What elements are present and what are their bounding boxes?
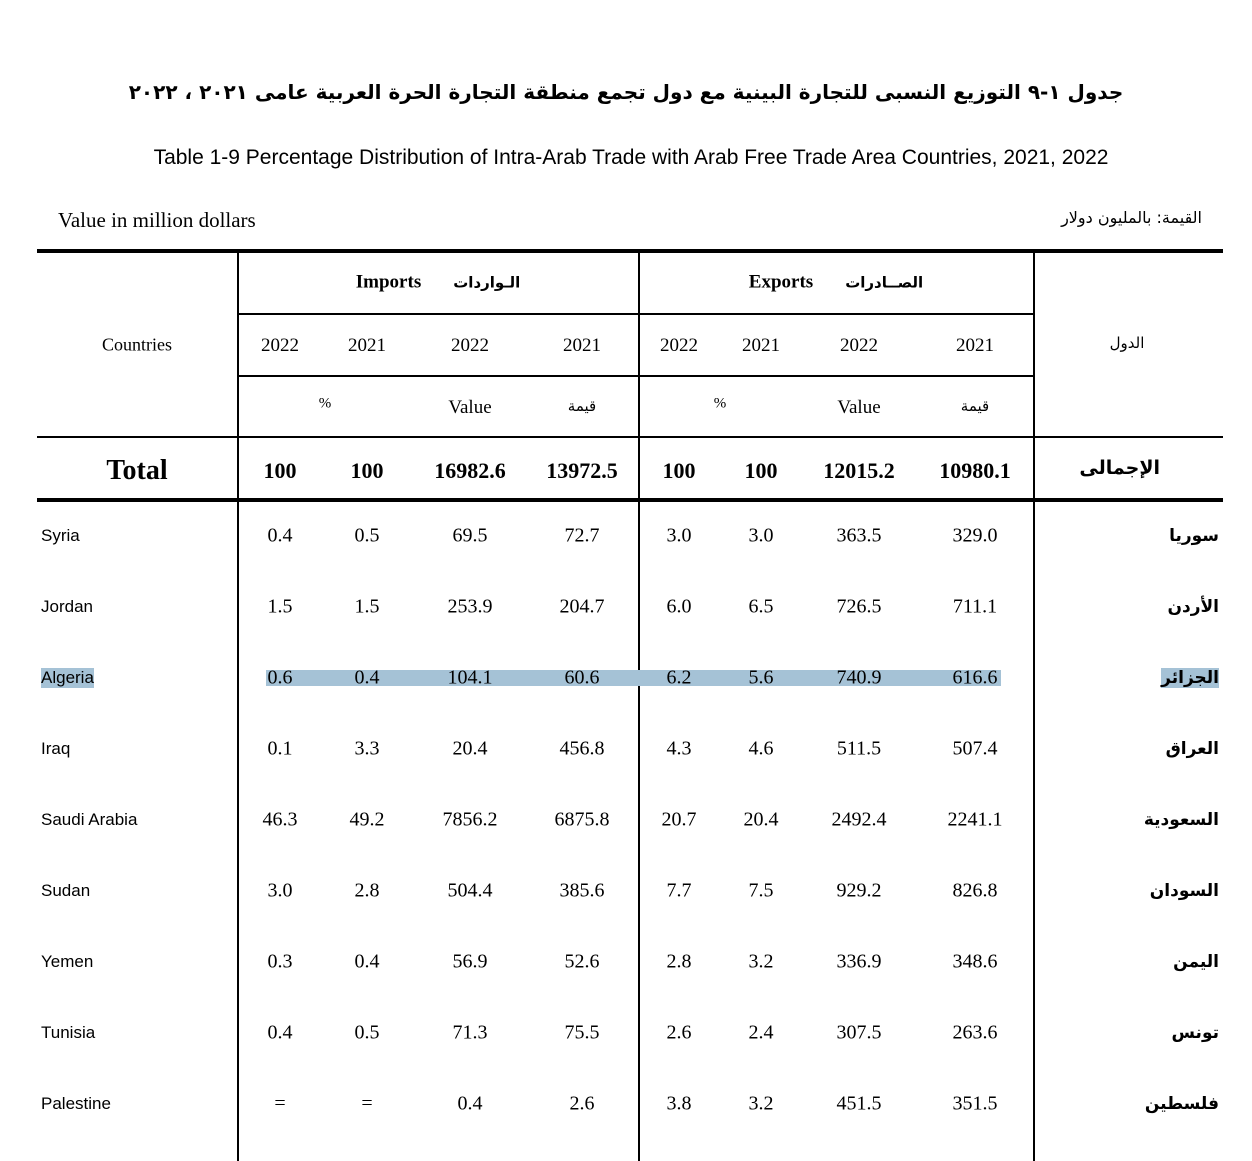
unit-note-arabic: القيمة: بالمليون دولار: [1061, 208, 1202, 227]
exports-pct-2021: 4.6: [748, 737, 774, 760]
exports-group-header: [749, 271, 923, 294]
country-name-ar: الأردن: [1167, 597, 1219, 617]
total-imports-val-2022: 16982.6: [434, 458, 506, 483]
total-exports-val-2022: 12015.2: [823, 458, 895, 483]
exports-label-ar: الصــادرات: [845, 273, 924, 292]
exports-value-label-ar: قيمة: [960, 397, 990, 415]
imports-val-2022: 20.4: [452, 737, 488, 760]
country-name-en: Palestine: [41, 1094, 111, 1113]
country-name-en: Tunisia: [41, 1023, 96, 1042]
exports-pct-2021: 5.6: [748, 666, 774, 689]
exports-value-label: Value: [837, 397, 881, 418]
imports-val-2022: 71.3: [452, 1021, 488, 1044]
total-exports-val-2021: 10980.1: [939, 458, 1011, 483]
imports-val-2021: 456.8: [559, 737, 605, 760]
country-name-en: Iraq: [41, 739, 71, 758]
exports-pct-2021: 3.2: [748, 950, 774, 973]
exports-pct-2022: 7.7: [666, 879, 692, 902]
imports-pct-2022: 0.1: [267, 737, 293, 760]
imports-label-en: Imports: [355, 271, 422, 293]
imports-pct-2021: 0.4: [354, 666, 380, 689]
imports-year-pct-2022: 2022: [261, 335, 299, 356]
exports-val-2021: 263.6: [952, 1021, 998, 1044]
imports-pct-2021: 49.2: [349, 808, 385, 831]
exports-pct-2022: 20.7: [661, 808, 697, 831]
country-name-en: Syria: [41, 526, 80, 545]
imports-pct-2022: 0.4: [267, 1021, 293, 1044]
country-name-ar: تونس: [1171, 1023, 1219, 1043]
total-label-ar: الإجمالى: [1079, 457, 1160, 479]
exports-val-2022: 740.9: [836, 666, 882, 689]
country-name-ar: العراق: [1165, 739, 1219, 759]
exports-val-2022: 307.5: [836, 1021, 882, 1044]
unit-note-english: Value in million dollars: [58, 208, 256, 232]
country-name-en: Algeria: [41, 668, 94, 687]
exports-year-pct-2022: 2022: [660, 335, 698, 356]
imports-pct-2021: 2.8: [354, 879, 380, 902]
header-countries-ar: الدول: [1109, 334, 1145, 352]
col-divider-countries: [237, 251, 239, 1161]
col-divider-imports-exports: [638, 251, 640, 1161]
exports-val-2022: 2492.4: [831, 808, 887, 831]
imports-label-ar: الـواردات: [453, 273, 521, 292]
imports-val-2021: 385.6: [559, 879, 605, 902]
imports-val-2022: 253.9: [447, 595, 493, 618]
exports-pct-2022: 3.0: [666, 524, 692, 547]
imports-year-pct-2021: 2021: [348, 335, 386, 356]
exports-val-2021: 711.1: [952, 595, 998, 618]
total-exports-pct-2021: 100: [744, 458, 778, 483]
exports-val-2022: 451.5: [836, 1092, 882, 1115]
imports-pct-2022: 3.0: [267, 879, 293, 902]
imports-val-2021: 52.6: [564, 950, 600, 973]
imports-year-val-2022: 2022: [451, 335, 489, 356]
exports-val-2022: 363.5: [836, 524, 882, 547]
imports-pct-2022: 0.6: [267, 666, 293, 689]
total-label-en: Total: [106, 455, 168, 486]
imports-group-header: [356, 271, 520, 294]
total-imports-pct-2021: 100: [350, 458, 384, 483]
exports-year-val-2022: 2022: [840, 335, 878, 356]
header-bottom-rule: [37, 436, 1223, 438]
imports-pct-2022: 0.4: [267, 524, 293, 547]
country-name-en: Sudan: [41, 881, 91, 900]
imports-val-2021: 6875.8: [554, 808, 610, 831]
exports-label-en: Exports: [748, 271, 814, 293]
imports-val-2022: 504.4: [447, 879, 493, 902]
country-name-ar: سوريا: [1169, 526, 1219, 546]
imports-val-2022: 56.9: [452, 950, 488, 973]
exports-val-2021: 2241.1: [947, 808, 1003, 831]
exports-pct-2022: 6.2: [666, 666, 692, 689]
exports-year-val-2021: 2021: [956, 335, 994, 356]
country-name-en: Jordan: [41, 597, 93, 616]
imports-val-2021: 60.6: [564, 666, 600, 689]
country-name-ar: السودان: [1149, 881, 1219, 901]
imports-year-val-2021: 2021: [563, 335, 601, 356]
imports-value-label-ar: قيمة: [567, 397, 597, 415]
imports-pct-2022: =: [274, 1092, 286, 1115]
title-english: Table 1-9 Percentage Distribution of Intra-Arab Trade with Arab Free Trade Area Countries, 2021, 2022: [153, 146, 1109, 169]
exports-val-2021: 616.6: [952, 666, 998, 689]
imports-val-2021: 75.5: [564, 1021, 600, 1044]
imports-pct-2021: 3.3: [354, 737, 380, 760]
header-countries-en: Countries: [102, 334, 172, 355]
exports-year-pct-2021: 2021: [742, 335, 780, 356]
exports-val-2022: 336.9: [836, 950, 882, 973]
imports-val-2021: 204.7: [559, 595, 605, 618]
imports-pct-2022: 1.5: [267, 595, 293, 618]
imports-pct-2021: 1.5: [354, 595, 380, 618]
imports-pct-2022: 46.3: [262, 808, 298, 831]
exports-pct-2022: 6.0: [666, 595, 692, 618]
imports-val-2022: 7856.2: [442, 808, 498, 831]
imports-percent-label: %: [318, 395, 332, 412]
exports-pct-2021: 2.4: [748, 1021, 774, 1044]
imports-val-2022: 69.5: [452, 524, 488, 547]
imports-val-2021: 72.7: [564, 524, 600, 547]
country-name-ar: فلسطين: [1144, 1094, 1219, 1114]
exports-percent-label: %: [713, 395, 727, 412]
exports-pct-2022: 2.6: [666, 1021, 692, 1044]
exports-val-2021: 826.8: [952, 879, 998, 902]
country-name-ar: السعودية: [1143, 810, 1219, 830]
country-name-ar: الجزائر: [1161, 668, 1219, 688]
total-bottom-rule: [37, 498, 1223, 502]
exports-pct-2021: 3.2: [748, 1092, 774, 1115]
exports-pct-2022: 3.8: [666, 1092, 692, 1115]
exports-val-2022: 929.2: [836, 879, 882, 902]
imports-pct-2021: 0.4: [354, 950, 380, 973]
title-arabic: جدول ١-٩ التوزيع النسبى للتجارة البينية مع دول تجمع منطقة التجارة الحرة العربية عامى ٢٠٢١ ، ٢٠٢٢: [128, 80, 1124, 104]
imports-pct-2021: =: [361, 1092, 373, 1115]
country-name-en: Yemen: [41, 952, 94, 971]
imports-val-2022: 104.1: [447, 666, 493, 689]
exports-pct-2021: 6.5: [748, 595, 774, 618]
total-exports-pct-2022: 100: [662, 458, 696, 483]
imports-pct-2021: 0.5: [354, 524, 380, 547]
total-imports-val-2021: 13972.5: [546, 458, 618, 483]
table-top-rule: [37, 249, 1223, 253]
imports-val-2021: 2.6: [569, 1092, 595, 1115]
exports-val-2021: 351.5: [952, 1092, 998, 1115]
country-name-ar: اليمن: [1173, 952, 1219, 972]
exports-pct-2021: 20.4: [743, 808, 779, 831]
imports-pct-2021: 0.5: [354, 1021, 380, 1044]
exports-val-2021: 348.6: [952, 950, 998, 973]
imports-pct-2022: 0.3: [267, 950, 293, 973]
exports-pct-2022: 4.3: [666, 737, 692, 760]
header-rule-2: [238, 375, 1035, 377]
exports-pct-2021: 3.0: [748, 524, 774, 547]
exports-val-2022: 511.5: [836, 737, 882, 760]
exports-val-2021: 329.0: [952, 524, 998, 547]
col-divider-arabic: [1033, 251, 1035, 1161]
total-imports-pct-2022: 100: [263, 458, 297, 483]
header-rule-1: [238, 313, 1035, 315]
exports-val-2021: 507.4: [952, 737, 998, 760]
country-name-en: Saudi Arabia: [41, 810, 138, 829]
exports-pct-2022: 2.8: [666, 950, 692, 973]
exports-val-2022: 726.5: [836, 595, 882, 618]
exports-pct-2021: 7.5: [748, 879, 774, 902]
imports-val-2022: 0.4: [457, 1092, 483, 1115]
imports-value-label: Value: [448, 397, 492, 418]
